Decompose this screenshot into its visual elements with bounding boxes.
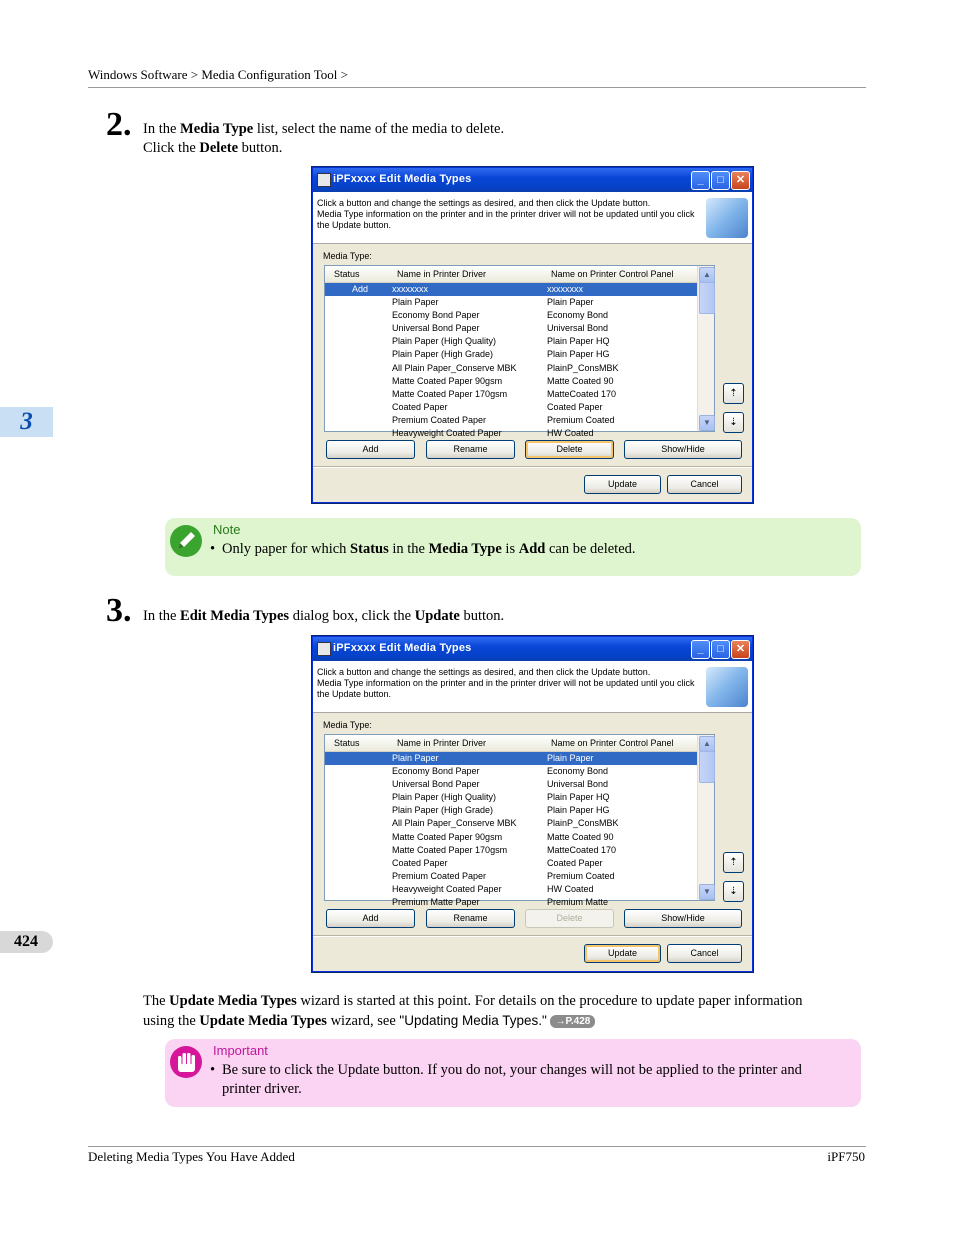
cell-driver: Plain Paper (High Quality)	[392, 336, 497, 347]
breadcrumb: Windows Software > Media Configuration Tool >	[88, 67, 348, 82]
scroll-down-icon[interactable]: ▼	[699, 415, 715, 431]
info-bar	[313, 192, 752, 244]
bold-term: Delete	[199, 140, 239, 156]
cell-panel: Plain Paper HQ	[547, 792, 610, 803]
cell-driver: Plain Paper	[392, 753, 439, 763]
cancel-button[interactable]: Cancel	[667, 944, 742, 963]
update-button[interactable]: Update	[584, 944, 661, 963]
update-wizard-paragraph	[143, 992, 863, 1031]
text-run: button.	[459, 608, 505, 624]
table-row[interactable]	[325, 375, 698, 388]
media-type-list[interactable]	[324, 734, 715, 908]
col-panel-name[interactable]: Name on Printer Control Panel	[551, 738, 674, 748]
show-hide-button[interactable]: Show/Hide	[624, 440, 742, 459]
page-number: 424	[14, 933, 38, 950]
cell-driver: Economy Bond Paper	[392, 766, 480, 777]
cell-driver: Coated Paper	[392, 401, 448, 412]
cell-driver: Economy Bond Paper	[392, 310, 480, 321]
table-row[interactable]	[325, 791, 698, 804]
col-driver-name[interactable]: Name in Printer Driver	[397, 269, 487, 279]
important-line1: Be sure to click the Update button. If you do not, your changes will not be applied to the printer and	[222, 1062, 802, 1078]
list-header	[325, 266, 714, 283]
update-button[interactable]: Update	[584, 475, 661, 494]
text-run: wizard is started at this point. For details on the procedure to update paper information	[296, 993, 803, 1009]
cell-panel: Economy Bond	[547, 310, 609, 321]
important-label: Important	[213, 1043, 268, 1058]
col-panel-name[interactable]: Name on Printer Control Panel	[551, 269, 674, 279]
move-up-icon[interactable]: ⇡	[723, 852, 744, 873]
table-row[interactable]	[325, 778, 698, 791]
scroll-up-icon[interactable]: ▲	[699, 267, 715, 283]
note-callout	[165, 518, 861, 576]
table-row[interactable]	[325, 844, 698, 857]
scroll-thumb[interactable]	[699, 751, 715, 783]
list-header	[325, 735, 714, 752]
text-run: In the	[143, 121, 181, 137]
table-row[interactable]	[325, 817, 698, 830]
table-row[interactable]	[325, 765, 698, 778]
table-row[interactable]	[325, 831, 698, 844]
minimize-icon[interactable]: _	[691, 640, 710, 659]
step-2-text	[143, 120, 504, 158]
move-down-icon[interactable]: ⇣	[723, 881, 744, 902]
media-stack-icon	[706, 198, 748, 238]
cell-panel: HW Coated	[547, 883, 594, 894]
table-row[interactable]	[325, 804, 698, 817]
info-line: the Update button.	[317, 689, 392, 699]
text-run: Only paper for which	[222, 541, 351, 557]
cell-panel: Plain Paper	[547, 753, 594, 763]
updating-media-types-link[interactable]: "Updating Media Types."	[399, 1013, 547, 1028]
cell-panel: MatteCoated 170	[547, 844, 617, 855]
info-line: Click a button and change the settings as desired, and then click the Update button.	[317, 667, 651, 677]
edit-media-types-dialog-2	[312, 636, 753, 972]
paragraph-line2-pre	[143, 1013, 399, 1029]
list-rows	[325, 752, 698, 909]
media-type-label: Media Type:	[323, 251, 372, 261]
col-status[interactable]: Status	[334, 738, 360, 748]
table-row[interactable]	[325, 388, 698, 401]
col-status[interactable]: Status	[334, 269, 360, 279]
page-ref-badge[interactable]: →P.428	[550, 1015, 595, 1028]
table-row[interactable]	[325, 401, 698, 414]
table-row[interactable]	[325, 335, 698, 348]
add-button[interactable]: Add	[326, 440, 415, 459]
step-2-number: 2.	[106, 106, 132, 143]
header-rule	[88, 87, 866, 88]
cell-panel: Matte Coated 90	[547, 375, 614, 386]
maximize-icon[interactable]: □	[711, 640, 730, 659]
info-line: Click a button and change the settings as desired, and then click the Update button.	[317, 198, 651, 208]
cell-driver: Premium Coated Paper	[392, 870, 487, 881]
page-number-tab	[0, 931, 53, 953]
table-row[interactable]	[325, 348, 698, 361]
title-bar[interactable]	[313, 168, 752, 192]
close-icon[interactable]: ✕	[731, 171, 750, 190]
table-row[interactable]	[325, 283, 698, 296]
scroll-thumb[interactable]	[699, 282, 715, 314]
footer-rule	[88, 1146, 866, 1147]
table-row[interactable]	[325, 752, 698, 765]
list-rows	[325, 283, 698, 440]
cell-panel: Plain Paper HG	[547, 805, 610, 816]
cell-driver: Universal Bond Paper	[392, 323, 480, 334]
cancel-button[interactable]: Cancel	[667, 475, 742, 494]
dialog-title: iPFxxxx Edit Media Types	[333, 173, 472, 185]
cell-panel: PlainP_ConsMBK	[547, 818, 619, 829]
text-run: The	[143, 993, 170, 1009]
cell-driver: Premium Coated Paper	[392, 414, 487, 425]
text-run: is	[501, 541, 519, 557]
add-button[interactable]: Add	[326, 909, 415, 928]
step-3-text	[143, 607, 504, 626]
text-run: using the	[143, 1013, 200, 1029]
vertical-scrollbar[interactable]	[697, 735, 714, 900]
text-run: can be deleted.	[545, 541, 636, 557]
important-line2: printer driver.	[222, 1081, 302, 1097]
chapter-number: 3	[20, 408, 33, 435]
note-pencil-icon	[169, 524, 203, 558]
bold-term: Add	[518, 541, 546, 557]
footer-model: iPF750	[827, 1149, 865, 1164]
scroll-up-icon[interactable]: ▲	[699, 736, 715, 752]
table-row[interactable]	[325, 322, 698, 335]
maximize-icon[interactable]: □	[711, 171, 730, 190]
media-type-label: Media Type:	[323, 720, 372, 730]
cell-panel: Universal Bond	[547, 323, 609, 334]
table-row[interactable]	[325, 296, 698, 309]
cell-panel: MatteCoated 170	[547, 388, 617, 399]
important-callout	[165, 1039, 861, 1107]
table-row[interactable]	[325, 427, 698, 440]
text-run: list, select the name of the media to delete.	[253, 121, 505, 137]
title-bar[interactable]	[313, 637, 752, 661]
app-icon	[317, 642, 331, 656]
info-line: Media Type information on the printer and in the printer driver will not be updated until you click	[317, 678, 695, 688]
cell-driver: Plain Paper (High Grade)	[392, 805, 494, 816]
cell-driver: Premium Matte Paper	[392, 897, 480, 908]
cell-panel: Plain Paper HQ	[547, 336, 610, 347]
text-run: In the	[143, 608, 181, 624]
table-row[interactable]	[325, 883, 698, 896]
cell-driver: Matte Coated Paper 90gsm	[392, 831, 503, 842]
note-label: Note	[213, 522, 241, 537]
text-run: dialog box, click the	[289, 608, 415, 624]
cell-panel: Economy Bond	[547, 766, 609, 777]
bold-term: Update Media Types	[199, 1013, 327, 1029]
cell-driver: Heavyweight Coated Paper	[392, 428, 502, 439]
chapter-tab	[0, 407, 53, 437]
bold-term: Media Type	[180, 121, 254, 137]
cell-driver: Universal Bond Paper	[392, 779, 480, 790]
cell-panel: Premium Matte	[547, 897, 609, 908]
cell-driver: xxxxxxxx	[392, 284, 428, 294]
bold-term: Update	[414, 608, 460, 624]
cell-driver: All Plain Paper_Conserve MBK	[392, 818, 517, 829]
cell-driver: Plain Paper (High Quality)	[392, 792, 497, 803]
cell-driver: Matte Coated Paper 90gsm	[392, 375, 503, 386]
dialog-title: iPFxxxx Edit Media Types	[333, 642, 472, 654]
step-2-line2	[143, 139, 504, 158]
note-text	[222, 540, 636, 559]
rename-button[interactable]: Rename	[426, 440, 515, 459]
minimize-icon[interactable]: _	[691, 171, 710, 190]
vertical-scrollbar[interactable]	[697, 266, 714, 431]
show-hide-button[interactable]: Show/Hide	[624, 909, 742, 928]
scroll-down-icon[interactable]: ▼	[699, 884, 715, 900]
cell-driver: Plain Paper	[392, 297, 439, 308]
separator	[313, 935, 752, 937]
table-row[interactable]	[325, 362, 698, 375]
table-row[interactable]	[325, 870, 698, 883]
cell-driver: Matte Coated Paper 170gsm	[392, 844, 508, 855]
cell-panel: Plain Paper HG	[547, 349, 610, 360]
info-line: Media Type information on the printer and in the printer driver will not be updated until you click	[317, 209, 695, 219]
cell-driver: Coated Paper	[392, 857, 448, 868]
cell-driver: Matte Coated Paper 170gsm	[392, 388, 508, 399]
paragraph-line1	[143, 992, 863, 1011]
info-text	[317, 198, 707, 231]
bold-term: Edit Media Types	[180, 608, 290, 624]
cell-panel: Coated Paper	[547, 401, 603, 412]
cell-panel: Premium Coated	[547, 870, 615, 881]
media-type-list[interactable]	[324, 265, 715, 439]
table-row[interactable]	[325, 309, 698, 322]
move-down-icon[interactable]: ⇣	[723, 412, 744, 433]
info-bar	[313, 661, 752, 713]
cell-panel: Premium Coated	[547, 414, 615, 425]
cell-status: Add	[352, 284, 369, 294]
cell-driver: Plain Paper (High Grade)	[392, 349, 494, 360]
info-line: the Update button.	[317, 220, 392, 230]
delete-button[interactable]: Delete	[525, 440, 614, 459]
col-driver-name[interactable]: Name in Printer Driver	[397, 738, 487, 748]
separator	[313, 466, 752, 468]
text-run: in the	[388, 541, 429, 557]
cell-panel: PlainP_ConsMBK	[547, 362, 619, 373]
text-run: Click the	[143, 140, 200, 156]
important-bullet: •	[210, 1062, 216, 1078]
table-row[interactable]	[325, 857, 698, 870]
bold-term: Media Type	[428, 541, 502, 557]
note-bullet: •	[210, 541, 216, 557]
footer-section-title: Deleting Media Types You Have Added	[88, 1149, 295, 1164]
rename-button[interactable]: Rename	[426, 909, 515, 928]
info-text	[317, 667, 707, 700]
bold-term: Update Media Types	[169, 993, 297, 1009]
delete-button-disabled: Delete	[525, 909, 614, 928]
paragraph-line2	[143, 1011, 863, 1031]
cell-panel: xxxxxxxx	[547, 284, 583, 294]
important-text	[222, 1061, 852, 1099]
step-2-line1	[143, 120, 504, 139]
important-hand-icon	[169, 1045, 203, 1079]
cell-panel: HW Coated	[547, 428, 594, 439]
cell-driver: All Plain Paper_Conserve MBK	[392, 362, 517, 373]
cell-panel: Plain Paper	[547, 297, 594, 308]
text-run: button.	[238, 140, 283, 156]
bold-term: Status	[350, 541, 389, 557]
text-run: wizard, see	[326, 1013, 400, 1029]
step-3-number: 3.	[106, 592, 132, 629]
edit-media-types-dialog-1	[312, 167, 753, 503]
cell-panel: Coated Paper	[547, 857, 603, 868]
table-row[interactable]	[325, 414, 698, 427]
cell-panel: Universal Bond	[547, 779, 609, 790]
close-icon[interactable]: ✕	[731, 640, 750, 659]
app-icon	[317, 173, 331, 187]
table-row[interactable]	[325, 896, 698, 909]
move-up-icon[interactable]: ⇡	[723, 383, 744, 404]
media-stack-icon	[706, 667, 748, 707]
cell-driver: Heavyweight Coated Paper	[392, 883, 502, 894]
cell-panel: Matte Coated 90	[547, 831, 614, 842]
